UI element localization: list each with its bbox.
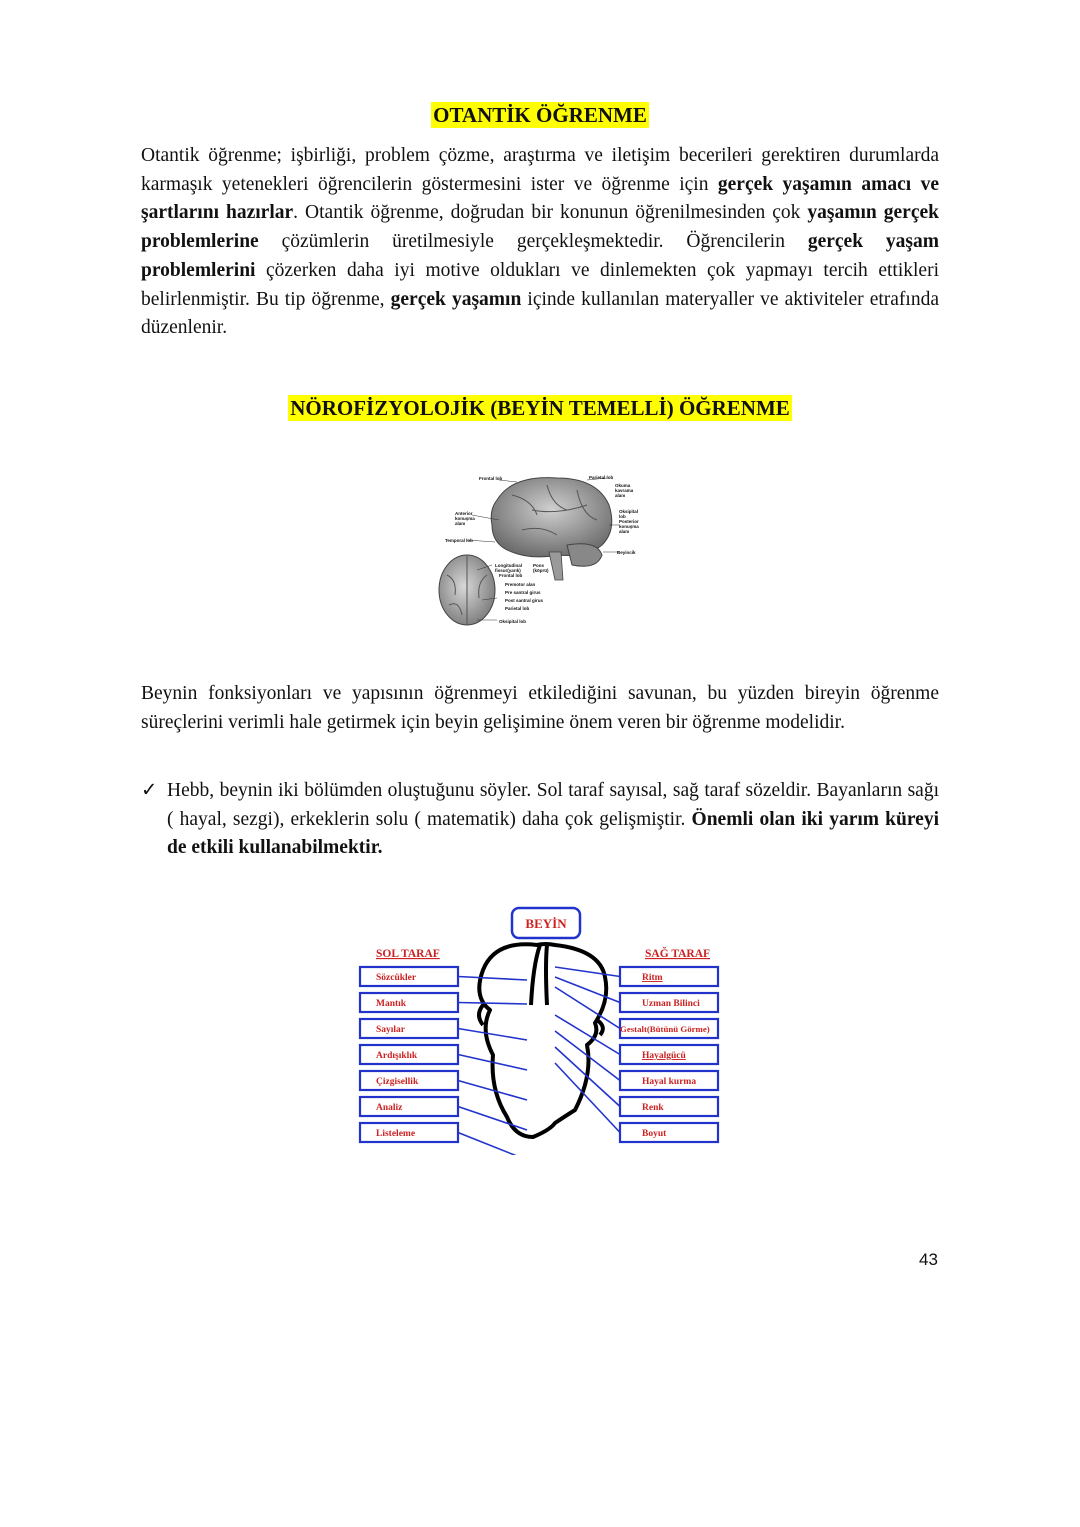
svg-text:konuşma: konuşma (619, 524, 639, 529)
page-number: 43 (919, 1250, 938, 1269)
left-side-title: SOL TARAF (376, 948, 440, 960)
right-item-label: Renk (642, 1103, 664, 1113)
right-item-box (620, 1123, 718, 1142)
label-frontal: Frontal lob (479, 476, 503, 481)
left-connector-line (458, 1029, 527, 1041)
svg-text:fissur(yarık): fissur(yarık) (495, 568, 521, 573)
brain-side-view (491, 478, 612, 557)
svg-text:Oksipital: Oksipital (619, 509, 639, 514)
left-connector-line (458, 977, 527, 981)
beyin-title: BEYİN (525, 916, 567, 931)
svg-text:Pre santral girus: Pre santral girus (505, 590, 541, 595)
right-side-title: SAĞ TARAF (645, 948, 711, 960)
left-item-label: Sayılar (376, 1025, 406, 1035)
right-connector-line (555, 967, 620, 977)
hebb-bullet: ✓ Hebb, beynin iki bölümden oluştuğunu söyler. Sol taraf sayısal, sağ taraf sözeldir. Bayanların sağı ( hayal, sezgi), erkeklerin solu ( matematik) daha çok gelişmiştir. Önemli olan iki yarım küreyi de etkili kullanabilmektir. (141, 777, 939, 863)
left-item-box (360, 1097, 458, 1116)
right-item-box (620, 967, 718, 986)
svg-text:alanı: alanı (615, 493, 626, 498)
label-parietal: Parietal lob (589, 475, 614, 480)
right-item-label: Ritm (642, 973, 663, 983)
left-item-label: Mantık (376, 999, 407, 1009)
right-item-label: Hayal kurma (642, 1077, 697, 1087)
svg-text:Post santral girus: Post santral girus (505, 598, 544, 603)
left-connector-line (458, 1003, 527, 1005)
left-item-label: Analiz (376, 1103, 403, 1113)
left-item-box (360, 993, 458, 1012)
brain-anatomy-figure (437, 470, 647, 630)
left-item-box (360, 1019, 458, 1038)
right-item-label: Boyut (642, 1129, 667, 1139)
label-beyincik: Beyincik (617, 550, 636, 555)
checkmark-icon: ✓ (141, 780, 158, 801)
svg-text:Frontal lob: Frontal lob (499, 573, 523, 578)
left-item-label: Çizgisellik (376, 1077, 419, 1087)
svg-text:(köprü): (köprü) (533, 568, 549, 573)
heading-otantik: OTANTİK ÖĞRENME (433, 103, 647, 127)
right-items-group (555, 967, 718, 1142)
svg-text:Premotor alan: Premotor alan (505, 582, 536, 587)
svg-text:alanı: alanı (619, 529, 630, 534)
brainstem (549, 552, 563, 580)
svg-text:alanı: alanı (455, 521, 466, 526)
label-temporal: Temporal lob (445, 538, 473, 543)
norofizyolojik-paragraph: Beynin fonksiyonları ve yapısının öğrenmeyi etkilediğini savunan, bu yüzden bireyin öğrenme süreçlerini verimli hale getirmek için beyin gelişimine önem veren bir öğrenme modelidir. (141, 683, 939, 733)
hemisphere-diagram (355, 905, 725, 1155)
left-item-label: Ardışıklık (376, 1051, 418, 1061)
svg-text:lob: lob (619, 514, 626, 519)
left-item-label: Sözcükler (376, 973, 417, 983)
svg-text:Parietal lob: Parietal lob (505, 606, 530, 611)
right-item-label: Uzman Bilinci (642, 999, 700, 1009)
svg-text:Okuma: Okuma (615, 483, 631, 488)
svg-text:Longitudinal: Longitudinal (495, 563, 522, 568)
svg-text:Posterior: Posterior (619, 519, 639, 524)
left-connector-line (458, 1133, 527, 1156)
right-item-box (620, 1097, 718, 1116)
right-item-label: Gestalt(Bütünü Görme) (620, 1024, 710, 1034)
brain-outline (479, 944, 606, 1137)
right-item-label: Hayalgücü (642, 1051, 686, 1061)
right-connector-line (555, 987, 620, 1029)
svg-text:kavrama: kavrama (615, 488, 634, 493)
svg-text:Anterior: Anterior (455, 511, 473, 516)
left-items-group (360, 967, 527, 1155)
svg-text:Oksipital lob: Oksipital lob (499, 619, 527, 624)
left-connector-line (458, 1107, 527, 1131)
right-connector-line (555, 977, 620, 1003)
otantik-paragraph: Otantik öğrenme; işbirliği, problem çözme, araştırma ve iletişim becerileri gerektiren durumlarda karmaşık yetenekleri öğrencilerin göstermesini ister ve öğrenme için gerçek yaşamın amacı ve şartlarını hazırlar. Otantik öğrenme, doğrudan bir konunun öğrenilmesinden çok yaşamın gerçek problemlerine çözümlerin üretilmesiyle gerçekleşmektedir. Öğrencilerin gerçek yaşam problemlerini çözerken daha iyi motive oldukları ve dinlemekten çok yapmayı tercih ettikleri belirlenmiştir. Bu tip öğrenme, gerçek yaşamın içinde kullanılan materyaller ve aktiviteler etrafında düzenlenir. (141, 145, 939, 339)
svg-text:Pons: Pons (533, 563, 545, 568)
left-item-label: Listeleme (376, 1129, 416, 1139)
svg-text:konuşma: konuşma (455, 516, 475, 521)
heading-norofizyolojik: NÖROFİZYOLOJİK (BEYİN TEMELLİ) ÖĞRENME (290, 396, 790, 420)
